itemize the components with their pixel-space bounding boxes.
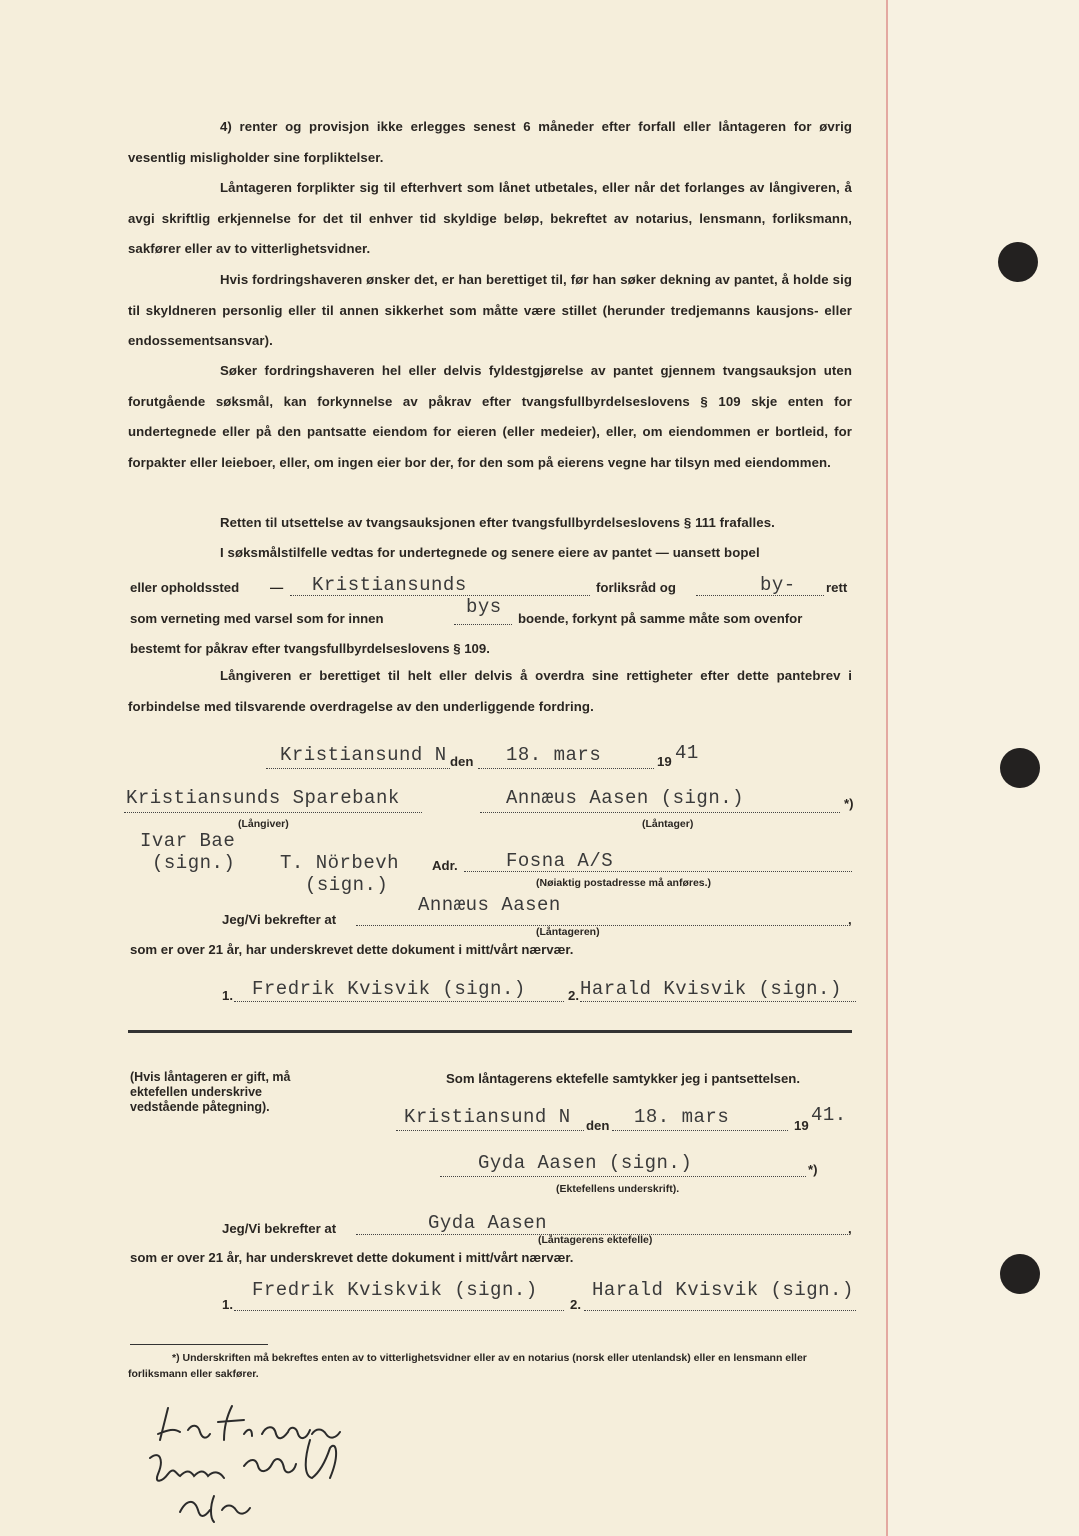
- lender-name: Kristiansunds Sparebank: [126, 787, 400, 809]
- date2-year-prefix: 19: [794, 1118, 809, 1133]
- paragraph-transfer: Långiveren er berettiget til helt eller delvis å overdra sine rettigheter efter dette pantebrev i forbindelse med tilsvarende overdragelse av den underliggende fordring.: [128, 668, 852, 714]
- date2-date: 18. mars: [634, 1106, 730, 1128]
- date1-date: 18. mars: [506, 744, 602, 766]
- date1-place: Kristiansund N: [280, 744, 447, 766]
- spouse-signature-line: [440, 1176, 806, 1177]
- confirm2-witness1-number: 1.: [222, 1297, 233, 1312]
- signer-b-name: T. Nörbevh: [280, 852, 400, 874]
- date2-date-line: [612, 1130, 788, 1131]
- confirm2-comma: ,: [848, 1221, 852, 1236]
- date2-place-line: [396, 1130, 584, 1131]
- handwritten-note: [140, 1400, 380, 1530]
- signer-a-sign: (sign.): [152, 852, 236, 874]
- confirm2-name: Gyda Aasen: [428, 1212, 548, 1234]
- footnote: *) Underskriften må bekreftes enten av to vitterlighetsvidner eller av en notarius (norsk eller utenlandsk) eller en lensmann eller forliksmann eller sakfører.: [128, 1352, 807, 1380]
- lender-label: (Långiver): [238, 818, 289, 830]
- confirm2-witness2-line: [584, 1310, 856, 1311]
- confirm1-witness1-line: [234, 1001, 564, 1002]
- punch-hole-icon: [1000, 1254, 1040, 1294]
- address-value: Fosna A/S: [506, 850, 614, 872]
- confirm1-name-label: (Låntageren): [536, 926, 600, 938]
- confirm2-witness2: Harald Kvisvik (sign.): [592, 1279, 854, 1301]
- confirm2-name-label: (Låntagerens ektefelle): [538, 1234, 653, 1246]
- date2-year-suffix: 41.: [811, 1104, 847, 1126]
- address-hint: (Nøiaktig postadresse må anføres.): [536, 877, 712, 889]
- spouse-note: (Hvis låntageren er gift, må ektefellen underskrive vedstående påtegning).: [130, 1070, 291, 1114]
- confirm1-witness1: Fredrik Kvisvik (sign.): [252, 978, 526, 1000]
- venue-dash: —: [270, 580, 284, 595]
- confirm2-prefix: Jeg/Vi bekrefter at: [222, 1221, 337, 1236]
- punch-hole-icon: [998, 242, 1038, 282]
- footnote-rule: [130, 1344, 268, 1345]
- venue-line3: bestemt for påkrav efter tvangsfullbyrdelseslovens § 109.: [130, 641, 490, 656]
- date1-year-suffix: 41: [675, 742, 699, 764]
- spouse-signature-asterisk: *): [808, 1162, 818, 1177]
- paragraph-waiver: Retten til utsettelse av tvangsauksjonen efter tvangsfullbyrdelseslovens § 111 frafalles.: [220, 515, 775, 530]
- paragraph-acknowledgement: Låntageren forplikter sig til efterhvert som lånet utbetales, eller når det forlanges av långiveren, å avgi skriftlig erkjennelse for det til enhver tid skyldige beløp, bekreftet av notarius, lensmann, forliksmann, sakfører eller av to vitterlighetsvidner.: [128, 180, 852, 257]
- venue-place-handwritten: Kristiansunds: [312, 574, 467, 596]
- signer-b-sign: (sign.): [305, 874, 389, 896]
- punch-hole-icon: [1000, 748, 1040, 788]
- confirm1-witness2: Harald Kvisvik (sign.): [580, 978, 842, 1000]
- confirm2-witness1-line: [234, 1310, 564, 1311]
- spouse-consent: Som låntagerens ektefelle samtykker jeg i pantsettelsen.: [446, 1071, 801, 1086]
- venue-type-handwritten: by-: [760, 574, 796, 596]
- spouse-signature-name: Gyda Aasen (sign.): [478, 1152, 693, 1174]
- confirm1-prefix: Jeg/Vi bekrefter at: [222, 912, 337, 927]
- spouse-signature-label: (Ektefellens underskrift).: [556, 1183, 680, 1195]
- confirm1-name: Annæus Aasen: [418, 894, 561, 916]
- confirm2-witness1: Fredrik Kviskvik (sign.): [252, 1279, 538, 1301]
- venue-line2-prefix: som verneting med varsel som for innen: [130, 611, 384, 626]
- lender-line: [124, 812, 422, 813]
- venue-prefix: eller opholdssted: [130, 580, 240, 595]
- venue-suffix: rett: [826, 580, 848, 595]
- date1-place-line: [266, 768, 450, 769]
- paragraph-default-clause: 4) renter og provisjon ikke erlegges senest 6 måneder efter forfall eller låntageren for øvrig vesentlig misligholder sine forpliktelser.: [128, 119, 852, 165]
- venue-line2-suffix: boende, forkynt på samme måte som ovenfor: [518, 611, 803, 626]
- borrower-line: [480, 812, 840, 813]
- confirm1-witness1-number: 1.: [222, 988, 233, 1003]
- section-divider: [128, 1030, 852, 1033]
- paragraph-venue-intro: I søksmålstilfelle vedtas for undertegnede og senere eiere av pantet — uansett bopel: [220, 545, 760, 560]
- date1-date-line: [478, 768, 654, 769]
- address-label-prefix: Adr.: [432, 858, 458, 873]
- confirm1-line: [356, 925, 848, 926]
- confirm2-line2: som er over 21 år, har underskrevet dette dokument i mitt/vårt nærvær.: [130, 1250, 574, 1265]
- date2-den-label: den: [586, 1118, 610, 1133]
- paragraph-enforcement: Søker fordringshaveren hel eller delvis fyldestgjørelse av pantet gjennem tvangsauksjon uten forutgående søksmål, kan forkynnelse av påkrav efter tvangsfullbyrdelseslovens § 109 skje enten for undertegnede eller på den pantsatte eiendom for eieren (eller medeier), eller, om eiendommen er bortleid, for forpakter eller leieboer, eller, om ingen eier bor der, for den som på eierens vegne har tilsyn med eiendommen.: [128, 363, 852, 470]
- paragraph-recourse: Hvis fordringshaveren ønsker det, er han berettiget til, før han søker dekning av pantet, å holde sig til skyldneren personlig eller til annen sikkerhet som måtte være stillet (herunder tredjemanns kausjons- eller endossementsansvar).: [128, 272, 852, 349]
- confirm1-comma: ,: [848, 912, 852, 927]
- signer-a-name: Ivar Bae: [140, 830, 236, 852]
- borrower-asterisk: *): [844, 796, 854, 811]
- right-margin: [888, 0, 1079, 1536]
- venue-middle: forliksråd og: [596, 580, 676, 595]
- date1-den-label: den: [450, 754, 474, 769]
- confirm2-witness2-number: 2.: [570, 1297, 581, 1312]
- confirm1-line2: som er over 21 år, har underskrevet dette dokument i mitt/vårt nærvær.: [130, 942, 574, 957]
- date1-year-prefix: 19: [657, 754, 672, 769]
- borrower-label: (Låntager): [642, 818, 694, 830]
- venue-bys-line: [454, 624, 512, 625]
- venue-bys-handwritten: bys: [466, 596, 502, 618]
- borrower-name: Annæus Aasen (sign.): [506, 787, 745, 809]
- confirm1-witness2-number: 2.: [568, 988, 579, 1003]
- confirm1-witness2-line: [580, 1001, 856, 1002]
- date2-place: Kristiansund N: [404, 1106, 571, 1128]
- margin-rule: [886, 0, 888, 1536]
